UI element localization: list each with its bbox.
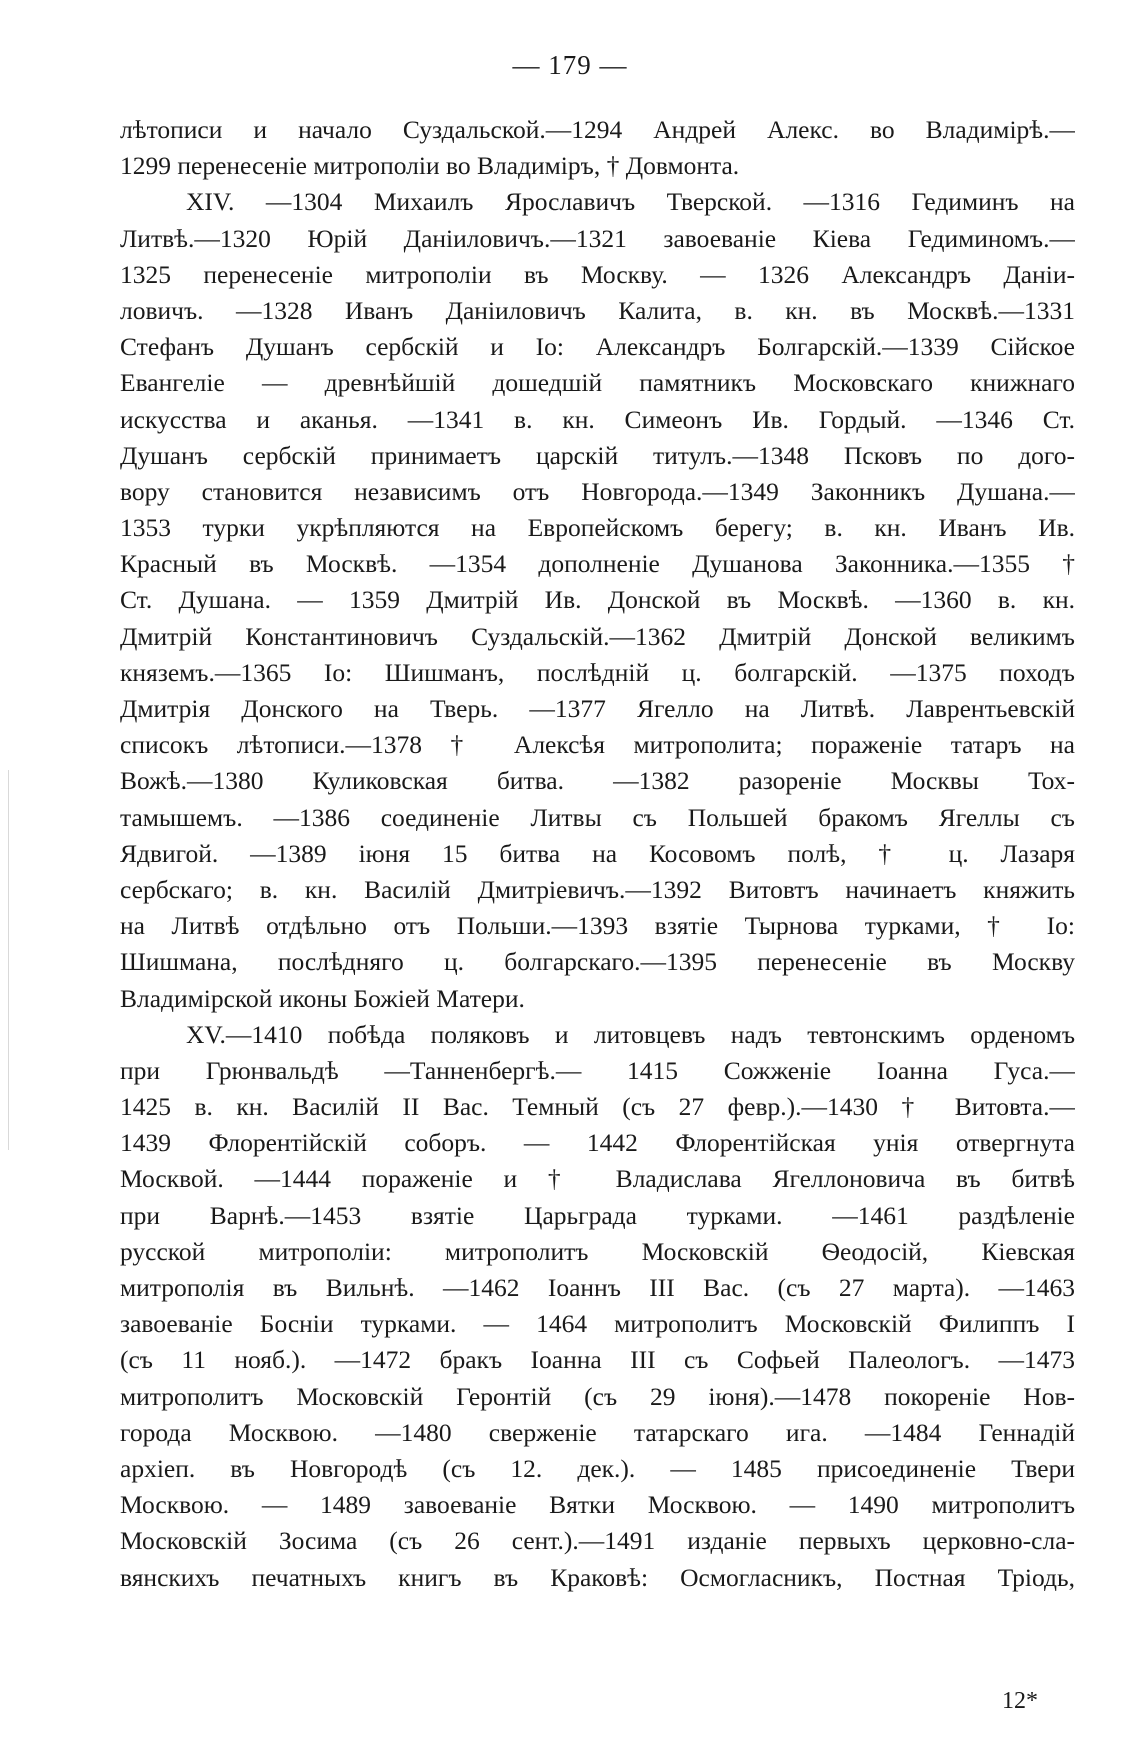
text-line-century-xiv: XIV. —1304 Михаилъ Ярославичъ Тверской. —1316 Гедиминъ на bbox=[186, 187, 1075, 217]
text-line: Литвѣ.—1320 Юрій Даніиловичъ.—1321 завоеваніе Кіева Гедиминомъ.— bbox=[120, 223, 1075, 253]
text-line: Ст. Душана. — 1359 Дмитрій Ив. Донской въ Москвѣ. —1360 в. кн. bbox=[120, 585, 1075, 615]
page-number: — 179 — bbox=[512, 50, 628, 80]
text-line: Стефанъ Душанъ сербскій и Іо: Александръ Болгарскій.—1339 Сійское bbox=[120, 332, 1075, 362]
text-line: Дмитрія Донского на Тверь. —1377 Ягелло на Литвѣ. Лаврентьевскій bbox=[120, 694, 1075, 723]
text-line: города Москвою. —1480 сверженіе татарскаго ига. —1484 Геннадій bbox=[120, 1417, 1075, 1447]
text-line: Шишмана, послѣдняго ц. болгарскаго.—1395 перенесеніе въ Москву bbox=[120, 947, 1075, 977]
text-line: вянскихъ печатныхъ книгъ въ Краковѣ: Осмогласникъ, Постная Тріодь, bbox=[120, 1562, 1075, 1592]
text-line: завоеваніе Босніи турками. — 1464 митрополитъ Московскій Филиппъ I bbox=[120, 1309, 1075, 1339]
text-line: ловичъ. —1328 Иванъ Даніиловичъ Калита, в. кн. въ Москвѣ.—1331 bbox=[120, 295, 1075, 325]
text-line: 1325 перенесеніе митрополіи въ Москву. — 1326 Александръ Даніи- bbox=[120, 259, 1075, 289]
text-line: лѣтописи и начало Суздальской.—1294 Андрей Алекс. во Владимірѣ.— bbox=[120, 115, 1075, 144]
text-line: архіеп. въ Новгородѣ (съ 12. дек.). — 1485 присоединеніе Твери bbox=[120, 1453, 1075, 1483]
text-line: Дмитрій Константиновичъ Суздальскій.—1362 Дмитрій Донской великимъ bbox=[120, 621, 1075, 651]
text-line: Москвою. — 1489 завоеваніе Вятки Москвою. — 1490 митрополитъ bbox=[120, 1490, 1075, 1520]
text-line: искусства и аканья. —1341 в. кн. Симеонъ Ив. Гордый. —1346 Ст. bbox=[120, 404, 1075, 434]
scan-edge-mark bbox=[8, 770, 9, 1150]
text-line: Московскій Зосима (съ 26 сент.).—1491 изданіе первыхъ церковно-сла- bbox=[120, 1526, 1075, 1556]
text-line: списокъ лѣтописи.—1378 † Алексѣя митрополита; пораженіе татаръ на bbox=[120, 730, 1075, 760]
text-line: 1299 перенесеніе митрополіи во Владиміръ, † Довмонта. bbox=[120, 151, 740, 181]
text-line: Вожѣ.—1380 Куликовская битва. —1382 разореніе Москвы Тох- bbox=[120, 766, 1075, 796]
chronology-text bbox=[120, 112, 1075, 1596]
text-line: Красный въ Москвѣ. —1354 дополненіе Душанова Законника.—1355 † bbox=[120, 549, 1075, 579]
text-line: при Грюнвальдѣ —Танненбергѣ.— 1415 Сожженіе Іоанна Гуса.— bbox=[120, 1055, 1075, 1085]
text-line: тамышемъ. —1386 соединеніе Литвы съ Польшей бракомъ Ягеллы съ bbox=[120, 802, 1075, 832]
text-line: Душанъ сербскій принимаетъ царскій титулъ.—1348 Псковъ по дого- bbox=[120, 440, 1075, 470]
text-line: 1425 в. кн. Василій II Вас. Темный (съ 27 февр.).—1430 † Витовта.— bbox=[120, 1092, 1075, 1122]
text-line: митрополія въ Вильнѣ. —1462 Іоаннъ III Вас. (съ 27 марта). —1463 bbox=[120, 1273, 1075, 1302]
text-line: митрополитъ Московскій Геронтій (съ 29 іюня).—1478 покореніе Нов- bbox=[120, 1381, 1075, 1411]
text-line: Москвой. —1444 пораженіе и † Владислава Ягеллоновича въ битвѣ bbox=[120, 1164, 1075, 1194]
text-line: Владимірской иконы Божіей Матери. bbox=[120, 983, 525, 1013]
text-line: княземъ.—1365 Іо: Шишманъ, послѣдній ц. болгарскій. —1375 походъ bbox=[120, 657, 1075, 687]
text-line: Ядвигой. —1389 іюня 15 битва на Косовомъ полѣ, † ц. Лазаря bbox=[120, 838, 1075, 868]
text-line: при Варнѣ.—1453 взятіе Царьграда турками. —1461 раздѣленіе bbox=[120, 1200, 1075, 1230]
text-line: вору становится независимъ отъ Новгорода.—1349 Законникъ Душана.— bbox=[120, 476, 1075, 506]
text-line: (съ 11 нояб.). —1472 бракъ Іоанна III съ Софьей Палеологъ. —1473 bbox=[120, 1345, 1075, 1375]
text-line: 1439 Флорентійскій соборъ. — 1442 Флорентійская унія отвергнута bbox=[120, 1128, 1075, 1158]
text-line: русской митрополіи: митрополитъ Московскій Ѳеодосій, Кіевская bbox=[120, 1236, 1075, 1266]
text-line-century-xv: XV.—1410 побѣда поляковъ и литовцевъ надъ тевтонскимъ орденомъ bbox=[186, 1019, 1075, 1049]
text-line: 1353 турки укрѣпляются на Европейскомъ берегу; в. кн. Иванъ Ив. bbox=[120, 513, 1075, 543]
text-line: на Литвѣ отдѣльно отъ Польши.—1393 взятіе Тырнова турками, † Іо: bbox=[120, 911, 1075, 941]
text-line: сербскаго; в. кн. Василій Дмитріевичъ.—1392 Витовтъ начинаетъ княжить bbox=[120, 874, 1075, 904]
printer-signature-mark: 12* bbox=[1002, 1688, 1038, 1714]
text-line: Евангеліе — древнѣйшій дошедшій памятникъ Московскаго книжнаго bbox=[120, 368, 1075, 398]
